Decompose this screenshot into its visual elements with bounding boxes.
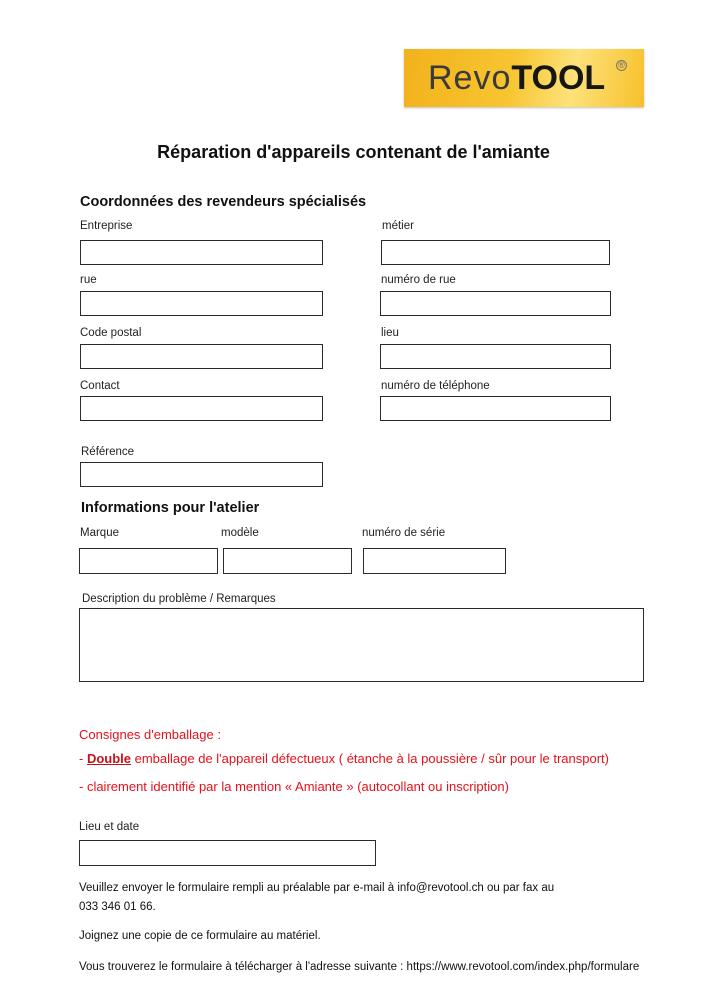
send-instructions-line2: 033 346 01 66. [79,901,156,913]
modele-input[interactable] [223,548,352,574]
section-heading-workshop: Informations pour l'atelier [81,500,260,516]
label-description: Description du problème / Remarques [82,593,276,605]
label-lieu: lieu [381,327,399,339]
section-heading-dealers: Coordonnées des revendeurs spécialisés [80,194,367,210]
packing-line-double [79,751,609,766]
label-code-postal: Code postal [80,327,142,339]
code-postal-input[interactable] [80,344,323,369]
registered-trademark-icon: ® [616,60,627,71]
logo-text-revo: Revo [428,59,512,97]
packing-line1-rest: emballage de l'appareil défectueux ( étanche à la poussière / sûr pour le transport) [131,751,610,766]
label-telephone: numéro de téléphone [381,380,490,392]
marque-input[interactable] [79,548,218,574]
label-metier: métier [382,220,414,232]
description-textarea[interactable] [79,608,644,682]
lieu-date-input[interactable] [79,840,376,866]
revotool-logo [404,49,644,107]
label-entreprise: Entreprise [80,220,133,232]
page-title: Réparation d'appareils contenant de l'amiante [157,142,550,162]
label-lieu-date: Lieu et date [79,821,140,833]
entreprise-input[interactable] [80,240,323,265]
label-modele: modèle [221,527,259,539]
label-serie: numéro de série [362,527,446,539]
lieu-input[interactable] [380,344,611,369]
contact-input[interactable] [80,396,323,421]
send-instructions-line1: Veuillez envoyer le formulaire rempli au préalable par e-mail à info@revotool.ch ou par fax au [79,882,555,894]
label-contact: Contact [80,380,120,392]
label-reference: Référence [81,446,135,458]
label-numero-rue: numéro de rue [381,274,456,286]
packing-line1-bold: Double [86,751,132,766]
serie-input[interactable] [363,548,506,574]
label-marque: Marque [80,527,119,539]
logo-text-tool: TOOL [511,59,606,97]
packing-line-label: - clairement identifié par la mention « Amiante » (autocollant ou inscription) [79,779,509,794]
attach-instructions: Joignez une copie de ce formulaire au matériel. [79,930,321,942]
rue-input[interactable] [80,291,323,316]
download-instructions: Vous trouverez le formulaire à télécharger à l'adresse suivante : https://www.revotool.com/index.php/formulare [79,961,640,973]
packing-heading: Consignes d'emballage : [79,727,221,742]
reference-input[interactable] [80,462,323,487]
label-rue: rue [80,274,97,286]
metier-input[interactable] [381,240,610,265]
telephone-input[interactable] [380,396,611,421]
numero-rue-input[interactable] [380,291,611,316]
packing-line1-prefix: - [79,751,87,766]
